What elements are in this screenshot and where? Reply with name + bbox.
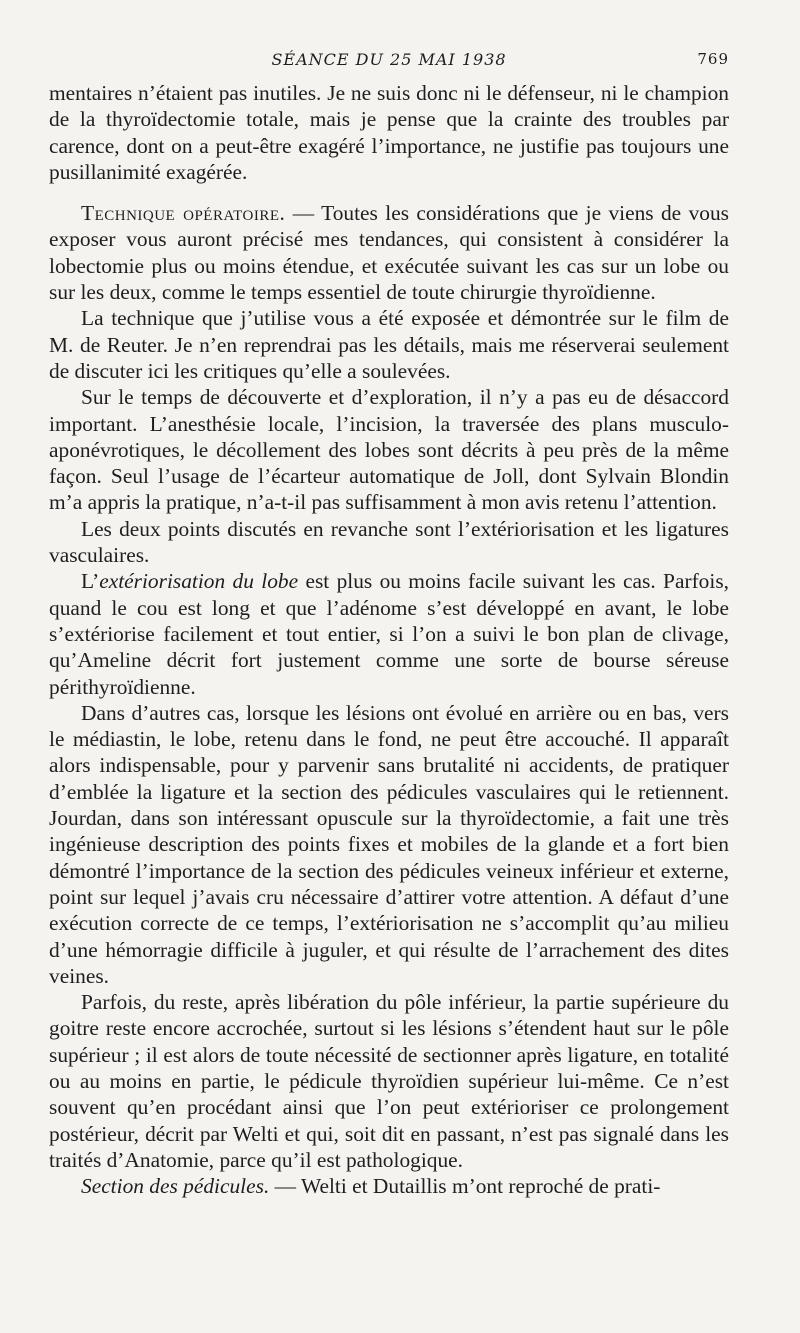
paragraph (49, 516, 729, 569)
paragraph-lead: L’ (81, 569, 100, 594)
paragraph-text: La technique que j’utilise vous a été exposée et démontrée sur le film de M. de Reuter. Je n’en reprendrai pas les détails, mais me réserverai seulement de discuter ici les critiques qu’elle a soulevées. (49, 306, 729, 383)
paragraph-technique (49, 200, 729, 305)
paragraph-text: Parfois, du reste, après libération du pôle inférieur, la partie supérieure du goitre reste encore accrochée, surtout si les lésions s’étendent haut sur le pôle supérieur ; il est alors de toute nécessité de sectionner après ligature, en totalité ou au moins en partie, le pédicule thyroïdien supérieur lui-même. Ce n’est souvent qu’en procédant ainsi que l’on peut extérioriser ce prolongement postérieur, décrit par Welti et qui, soit dit en passant, n’est pas signalé dans les traités d’Anatomie, parce qu’il est pathologique. (49, 990, 729, 1172)
paragraph-section-pedicules (49, 1173, 729, 1199)
paragraph-text: Sur le temps de découverte et d’exploration, il n’y a pas eu de désaccord important. L’anesthésie locale, l’incision, la traversée des plans musculo-aponévrotiques, le décollement des lobes sont décrits à peu près de la même façon. Seul l’usage de l’écarteur automatique de Joll, dont Sylvain Blondin m’a appris la pratique, n’a-t-il pas suffisamment à mon avis retenu l’attention. (49, 385, 729, 515)
running-header (49, 40, 729, 80)
paragraph-text: est plus ou moins facile suivant les cas. Parfois, quand le cou est long et que l’adénome s’est développé en avant, le lobe s’extériorise facilement et tout entier, si l’on a suivi le bon plan de clivage, qu’Ameline décrit fort justement comme une sorte de bourse séreuse périthyroïdienne. (49, 569, 729, 699)
document-page (49, 40, 729, 1199)
section-heading: Technique opératoire. (81, 201, 286, 226)
paragraph-text: — Toutes les considérations que je viens de vous exposer vous auront précisé mes tendances, qui consistent à considérer la lobectomie plus ou moins étendue, et exécutée suivant les cas sur un lobe ou sur les deux, comme le temps essentiel de toute chirurgie thyroïdienne. (49, 201, 729, 305)
paragraph-exteriorisation (49, 568, 729, 699)
paragraph-text: — Welti et Dutaillis m’ont reproché de prati- (269, 1174, 661, 1199)
paragraph-text: Les deux points discutés en revanche sont l’extériorisation et les ligatures vasculaires. (49, 516, 729, 568)
page-number: 769 (697, 50, 729, 68)
paragraph (49, 989, 729, 1173)
paragraph (49, 305, 729, 384)
paragraph-text: Dans d’autres cas, lorsque les lésions ont évolué en arrière ou en bas, vers le médiastin, le lobe, retenu dans le fond, ne peut être accouché. Il apparaît alors indispensable, pour y parvenir sans brutalité ni accidents, de pratiquer d’emblée la ligature et la section des pédicules vasculaires qui le retiennent. Jourdan, dans son intéressant opuscule sur la thyroïdectomie, a fait une très ingénieuse description des points fixes et mobiles de la glande et a fort bien démontré l’importance de la section des pédicules veineux inférieur et externe, point sur lequel j’avais cru nécessaire d’attirer votre attention. A défaut d’une exécution correcte de ce temps, l’extériorisation ne s’accomplit qu’au milieu d’une hémorragie difficile à juguler, et qui résulte de l’arrachement des dites veines. (49, 700, 729, 988)
paragraph (49, 384, 729, 515)
emphasized-phrase: extériorisation du lobe (99, 569, 299, 594)
paragraph-text: mentaires n’étaient pas inutiles. Je ne suis donc ni le défenseur, ni le champion de la thyroïdectomie totale, mais je pense que la crainte des troubles par carence, dont on a peut-être exagéré l’importance, ne justifie pas toujours une pusillanimité exagérée. (49, 81, 729, 184)
paragraph-continuation (49, 80, 729, 185)
paragraph (49, 700, 729, 989)
body-text (49, 80, 729, 1199)
running-title: SÉANCE DU 25 MAI 1938 (271, 50, 507, 69)
emphasized-phrase: Section des pédicules. (81, 1174, 270, 1199)
